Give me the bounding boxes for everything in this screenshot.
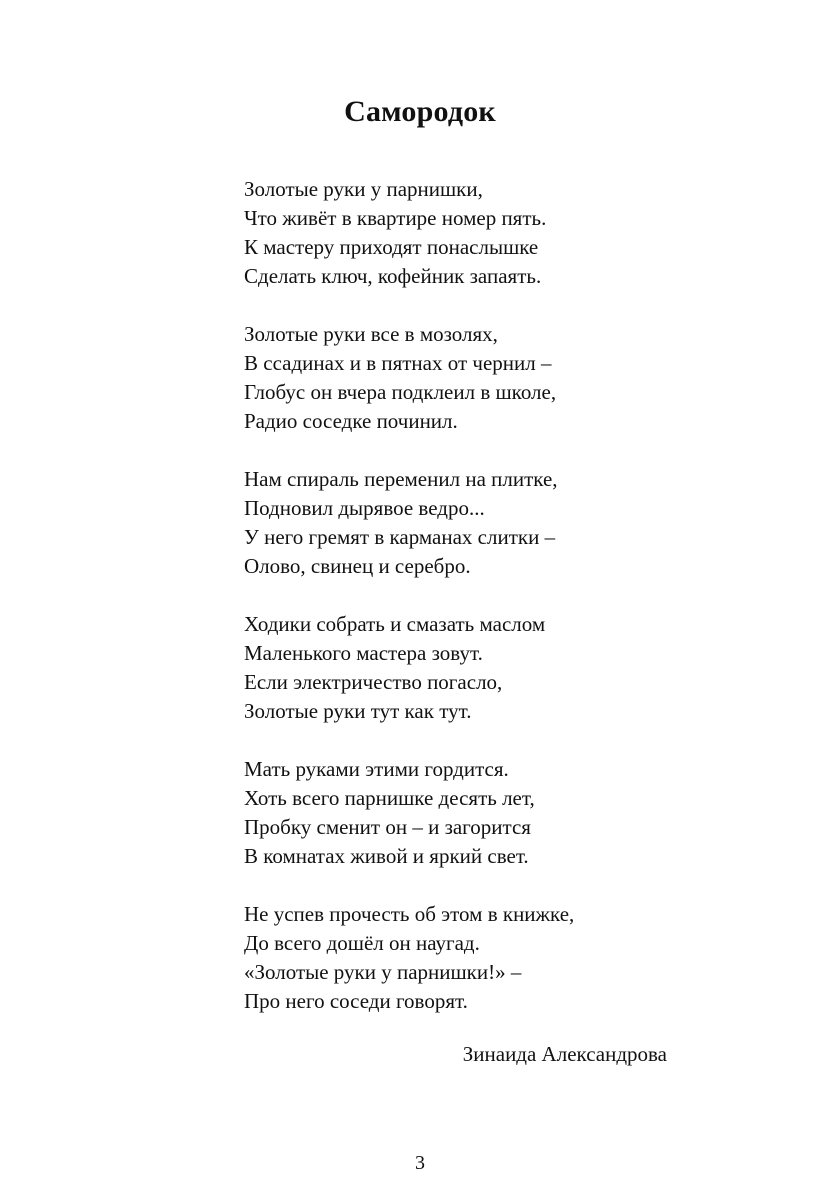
poem-line: Про него соседи говорят. [244,989,468,1013]
poem-author: Зинаида Александрова [462,1042,667,1066]
poem-line: До всего дошёл он наугад. [244,931,480,955]
stanza-4 [244,610,704,726]
poem-line: В комнатах живой и яркий свет. [244,844,529,868]
poem-line: Не успев прочесть об этом в книжке, [244,902,575,926]
stanza-2 [244,320,704,436]
poem-line: Нам спираль переменил на плитке, [244,467,558,491]
poem-line: Мать руками этими гордится. [244,757,509,781]
poem-line: Сделать ключ, кофейник запаять. [244,264,542,288]
poem-line: Ходики собрать и смазать маслом [244,612,546,636]
poem-line: Пробку сменит он – и загорится [244,815,531,839]
poem-line: Глобус он вчера подклеил в школе, [244,380,557,404]
poem-line: Радио соседке починил. [244,409,458,433]
poem-line: Подновил дырявое ведро... [244,496,485,520]
page-number: 3 [415,1152,425,1174]
poem-line: Золотые руки тут как тут. [244,699,472,723]
poem-line: К мастеру приходят понаслышке [244,235,539,259]
poem-line: Золотые руки все в мозолях, [244,322,498,346]
poem-line: Хоть всего парнишке десять лет, [244,786,535,810]
stanza-5 [244,755,704,871]
stanza-3 [244,465,704,581]
poem-line: Что живёт в квартире номер пять. [244,206,547,230]
stanza-1 [244,175,704,291]
poem-line: В ссадинах и в пятнах от чернил – [244,351,552,375]
poem-line: Олово, свинец и серебро. [244,554,471,578]
poem-line: Золотые руки у парнишки, [244,177,483,201]
poem-title: Самородок [344,95,496,129]
poem-line: Маленького мастера зовут. [244,641,483,665]
poem-line: «Золотые руки у парнишки!» – [244,960,522,984]
poem-line: Если электричество погасло, [244,670,503,694]
poem-line: У него гремят в карманах слитки – [244,525,556,549]
poem-body [244,175,704,1045]
stanza-6 [244,900,704,1016]
